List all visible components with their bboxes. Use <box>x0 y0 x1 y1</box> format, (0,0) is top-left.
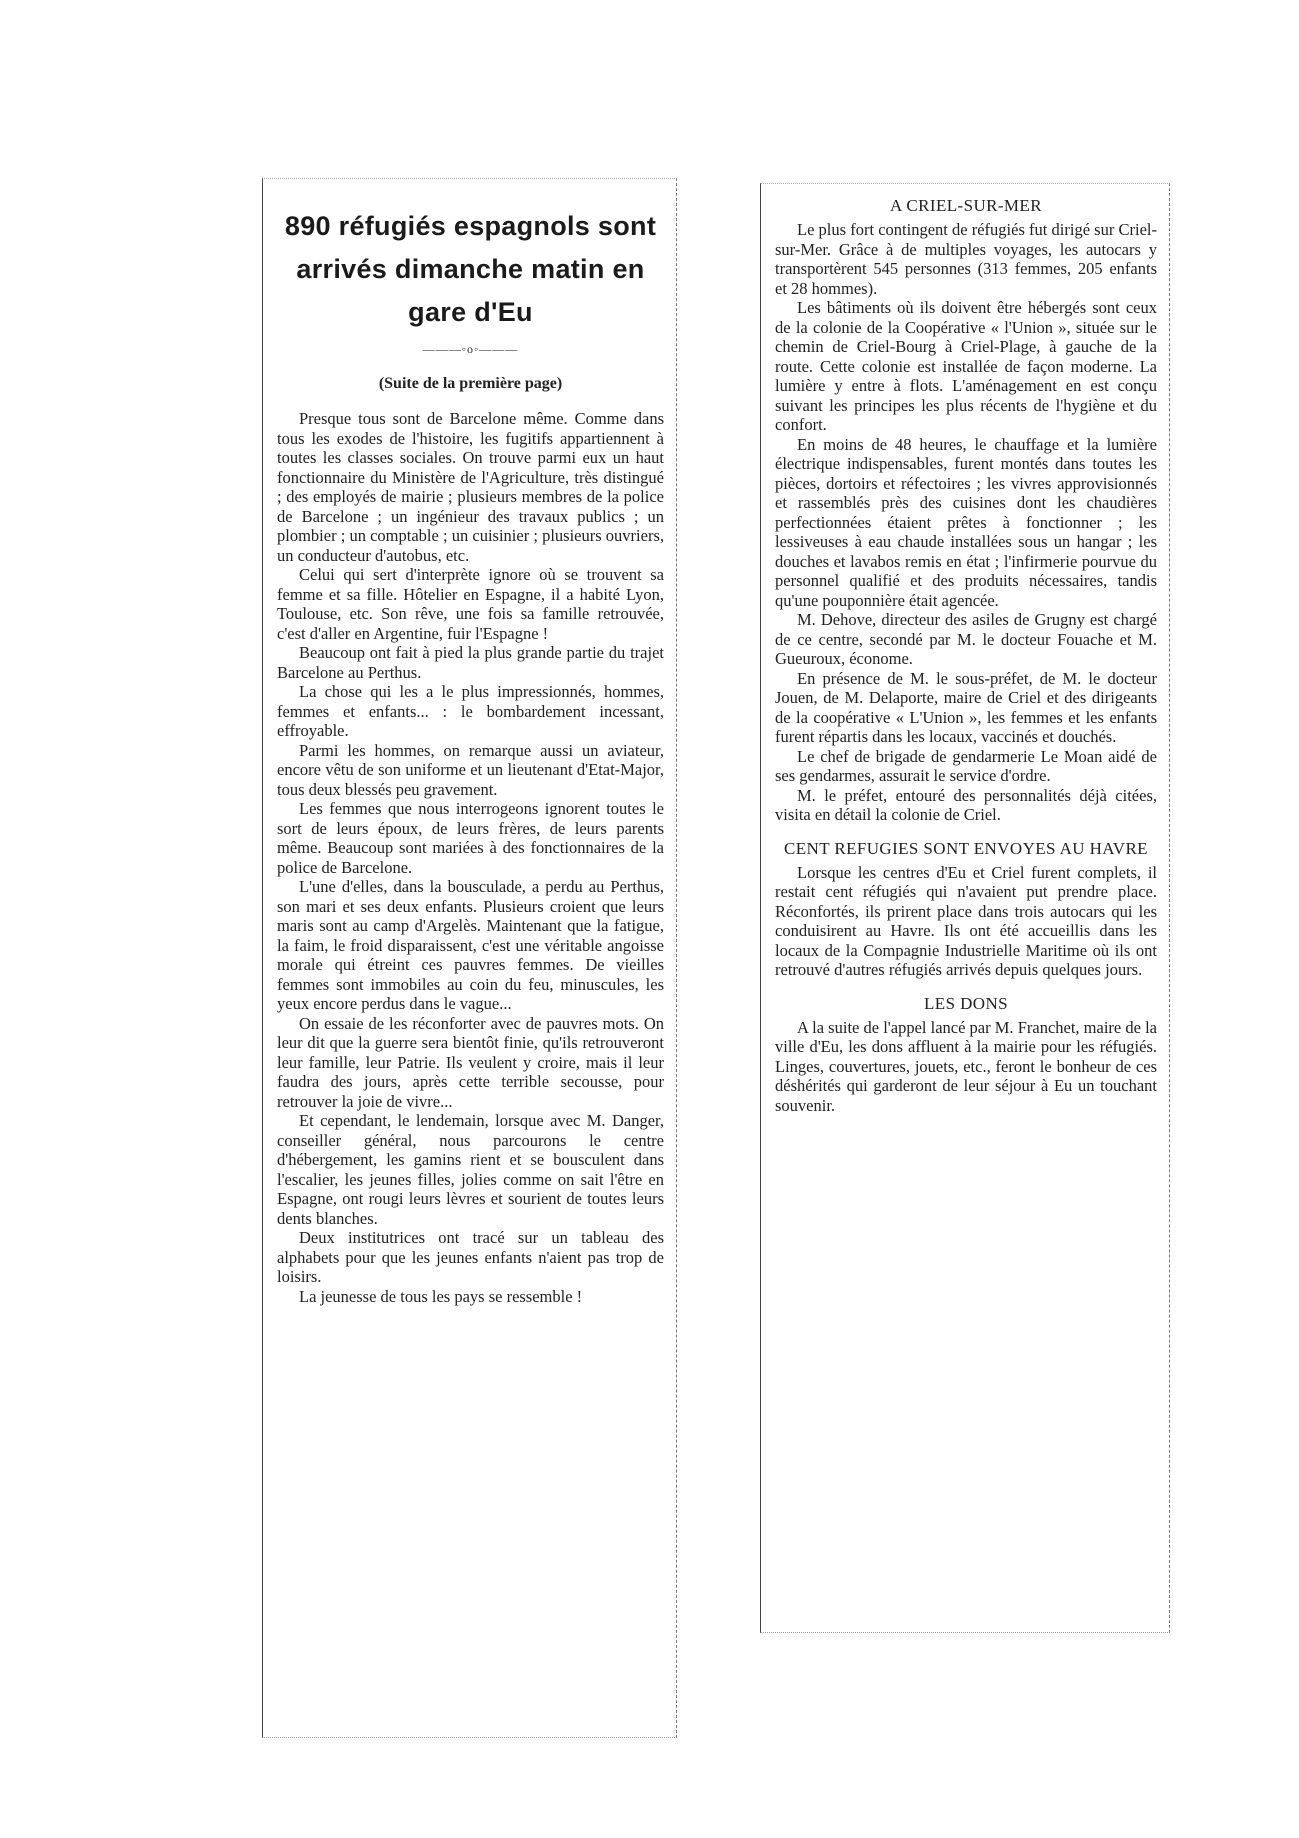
article-paragraph: Et cependant, le lendemain, lorsque avec M. Danger, conseiller général, nous parcourons le centre d'hébergement, les gamins rient et se bousculent dans l'escalier, les jeunes filles, jolies comme on sait l'être en Espagne, ont rougi leurs lèvres et sourient de toutes leurs dents blanches. <box>277 1111 664 1228</box>
article-paragraph: Presque tous sont de Barcelone même. Comme dans tous les exodes de l'histoire, les fugitifs appartiennent à toutes les classes sociales. On trouve parmi eux un haut fonctionnaire du Ministère de l'Agriculture, très distingué ; des employés de mairie ; plusieurs membres de la police de Barcelone ; un ingénieur des travaux publics ; un plombier ; un comptable ; un cuisinier ; plusieurs ouvriers, un conducteur d'autobus, etc. <box>277 409 664 565</box>
article-paragraph: La jeunesse de tous les pays se ressemble ! <box>299 1286 583 1306</box>
section-heading-dons: LES DONS <box>924 993 1008 1013</box>
article-paragraph: Parmi les hommes, on remarque aussi un aviateur, encore vêtu de son uniforme et un lieutenant d'Etat-Major, tous deux blessés peu gravement. <box>277 740 664 799</box>
article-subtitle: (Suite de la première page) <box>378 374 563 392</box>
left-article-clipping <box>262 178 677 1738</box>
article-paragraph: M. le préfet, entouré des personnalités déjà citées, visita en détail la colonie de Criel. <box>775 785 1157 824</box>
article-paragraph: En moins de 48 heures, le chauffage et la lumière électrique indispensables, furent montés dans toutes les pièces, dortoirs et réfectoires ; les vivres approvisionnés et rassemblés près des cuisines dont les chaudières perfectionnées étaient prêtes à fonctionner ; les lessiveuses à eau chaude installées sous un hangar ; les douches et lavabos remis en état ; l'infirmerie pourvue du personnel qualifié et des produits nécessaires, tandis qu'une pouponnière était agencée. <box>775 434 1157 610</box>
article-paragraph: Celui qui sert d'interprète ignore où se trouvent sa femme et sa fille. Hôtelier en Espagne, il a habité Lyon, Toulouse, etc. Son rêve, une fois sa famille retrouvée, c'est d'aller en Argentine, fuir l'Espagne ! <box>277 565 664 643</box>
article-paragraph: Les bâtiments où ils doivent être hébergés sont ceux de la colonie de la Coopérative « l'Union », située sur le chemin de Criel-Bourg à Criel-Plage, à gauche de la route. Cette colonie est installée de façon moderne. La lumière y entre à flots. L'aménagement en est conçu suivant les principes les plus récents de l'hygiène et du confort. <box>775 298 1157 434</box>
article-paragraph: Beaucoup ont fait à pied la plus grande partie du trajet Barcelone au Perthus. <box>277 643 664 682</box>
article-paragraph: La chose qui les a le plus impressionnés, hommes, femmes et enfants... : le bombardement incessant, effroyable. <box>277 682 664 740</box>
article-paragraph: Deux institutrices ont tracé sur un tableau des alphabets pour que les jeunes enfants n'aient pas trop de loisirs. <box>277 1228 664 1286</box>
article-headline: 890 réfugiés espagnols sont arrivés dimanche matin en gare d'Eu <box>284 211 657 327</box>
article-paragraph: Les femmes que nous interrogeons ignorent toutes le sort de leurs époux, de leurs frères, de leurs parents même. Beaucoup sont mariées à des fonctionnaires de la police de Barcelone. <box>277 799 664 877</box>
headline-divider: ———◦o◦——— <box>422 342 519 356</box>
article-paragraph: M. Dehove, directeur des asiles de Grugny est chargé de ce centre, secondé par M. le docteur Fouache et M. Gueuroux, économe. <box>775 610 1157 668</box>
article-paragraph: En présence de M. le sous-préfet, de M. le docteur Jouen, de M. Delaporte, maire de Criel et des dirigeants de la coopérative « L'Union », les femmes et les enfants furent répartis dans les locaux, vaccinés et douchés. <box>775 668 1157 746</box>
article-paragraph: On essaie de les réconforter avec de pauvres mots. On leur dit que la guerre sera bientôt finie, qu'ils retrouveront leur famille, leur Patrie. Ils veulent y croire, mais il leur faudra des jours, après cette terrible secousse, pour retrouver la joie de vivre... <box>277 1013 664 1111</box>
article-paragraph: Le chef de brigade de gendarmerie Le Moan aidé de ses gendarmes, assurait le service d'ordre. <box>775 746 1157 785</box>
section-heading-criel: A CRIEL-SUR-MER <box>890 196 1042 215</box>
article-paragraph: L'une d'elles, dans la bousculade, a perdu au Perthus, son mari et ses deux enfants. Plusieurs croient que leurs maris sont au camp d'Argelès. Maintenant que la fatigue, la faim, le froid disparaissent, c'est une véritable angoisse morale qui étreint ces pauvres femmes. De vieilles femmes sont immobiles au coin du feu, minuscules, les yeux encore perdus dans le vague... <box>277 877 664 1013</box>
article-paragraph: Le plus fort contingent de réfugiés fut dirigé sur Criel-sur-Mer. Grâce à de multiples voyages, les autocars y transportèrent 545 personnes (313 femmes, 205 enfants et 28 hommes). <box>775 220 1157 298</box>
section-heading-havre: CENT REFUGIES SONT ENVOYES AU HAVRE <box>784 838 1148 858</box>
article-paragraph: A la suite de l'appel lancé par M. Franchet, maire de la ville d'Eu, les dons affluent à la mairie pour les réfugiés. Linges, couvertures, jouets, etc., feront le bonheur de ces déshérités qui garderont de leur séjour à Eu un touchant souvenir. <box>775 1017 1157 1115</box>
article-paragraph: Lorsque les centres d'Eu et Criel furent complets, il restait cent réfugiés qui n'avaient put prendre place. Réconfortés, ils prirent place dans trois autocars qui les conduisirent au Havre. Ils ont été accueillis dans les locaux de la Compagnie Industrielle Maritime où ils ont retrouvé d'autres réfugiés arrivés depuis quelques jours. <box>775 862 1157 979</box>
right-article-clipping <box>760 183 1170 1633</box>
